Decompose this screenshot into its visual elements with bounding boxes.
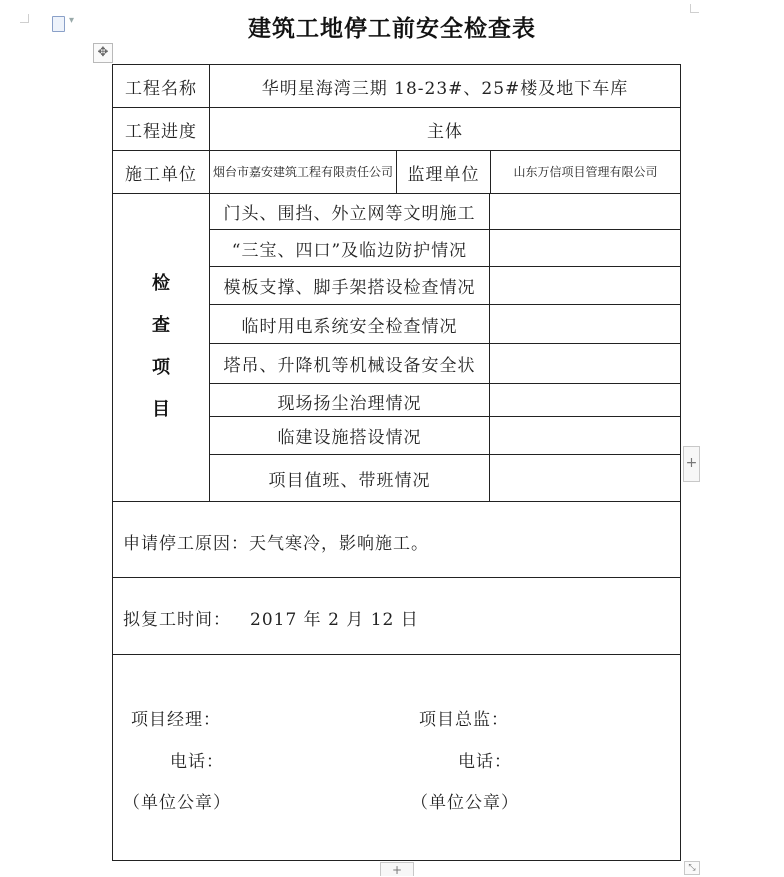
chief-phone-label: 电话： — [458, 752, 512, 772]
resume-label: 拟复工时间： — [123, 610, 231, 630]
inspection-table — [112, 64, 681, 861]
progress-value: 主体 — [427, 121, 463, 142]
inspection-item: 临建设施搭设情况 — [277, 428, 422, 448]
supervisor-value: 山东万信项目管理有限公司 — [513, 165, 658, 179]
table-move-handle-icon[interactable]: ✥ — [93, 43, 113, 63]
contractor-label: 施工单位 — [125, 164, 197, 185]
add-row-button[interactable]: + — [380, 862, 414, 876]
inspection-item: 塔吊、升降机等机械设备安全状 — [223, 356, 476, 376]
stop-reason: 申请停工原因：天气寒冷，影响施工。 — [123, 534, 429, 554]
manager-phone-label: 电话： — [170, 752, 224, 772]
table-resize-handle-icon[interactable]: ⤡ — [684, 861, 700, 875]
inspection-label: 检查项目 — [152, 273, 170, 420]
inspection-item: 项目值班、带班情况 — [268, 470, 431, 491]
chief-supervisor-label: 项目总监： — [419, 710, 509, 730]
resume-date: 2017 年 2 月 12 日 — [250, 610, 419, 630]
manager-seal-label: （单位公章） — [123, 793, 231, 813]
inspection-item: 临时用电系统安全检查情况 — [241, 316, 458, 337]
add-column-button[interactable]: + — [683, 446, 700, 482]
inspection-item: 门头、围挡、外立网等文明施工 — [223, 204, 476, 224]
project-name-value: 华明星海湾三期 18-23#、25#楼及地下车库 — [261, 78, 629, 99]
page-title: 建筑工地停工前安全检查表 — [248, 15, 536, 42]
progress-label: 工程进度 — [125, 121, 197, 142]
project-name-label: 工程名称 — [125, 78, 197, 99]
chief-seal-label: （单位公章） — [411, 793, 519, 813]
supervisor-label: 监理单位 — [407, 164, 480, 185]
inspection-item: “三宝、四口”及临边防护情况 — [231, 240, 468, 261]
chevron-down-icon: ▾ — [69, 15, 75, 26]
inspection-item: 模板支撑、脚手架搭设检查情况 — [223, 278, 476, 298]
inspection-item: 现场扬尘治理情况 — [277, 394, 422, 414]
contractor-value: 烟台市嘉安建筑工程有限责任公司 — [213, 165, 394, 179]
project-manager-label: 项目经理： — [131, 710, 221, 730]
